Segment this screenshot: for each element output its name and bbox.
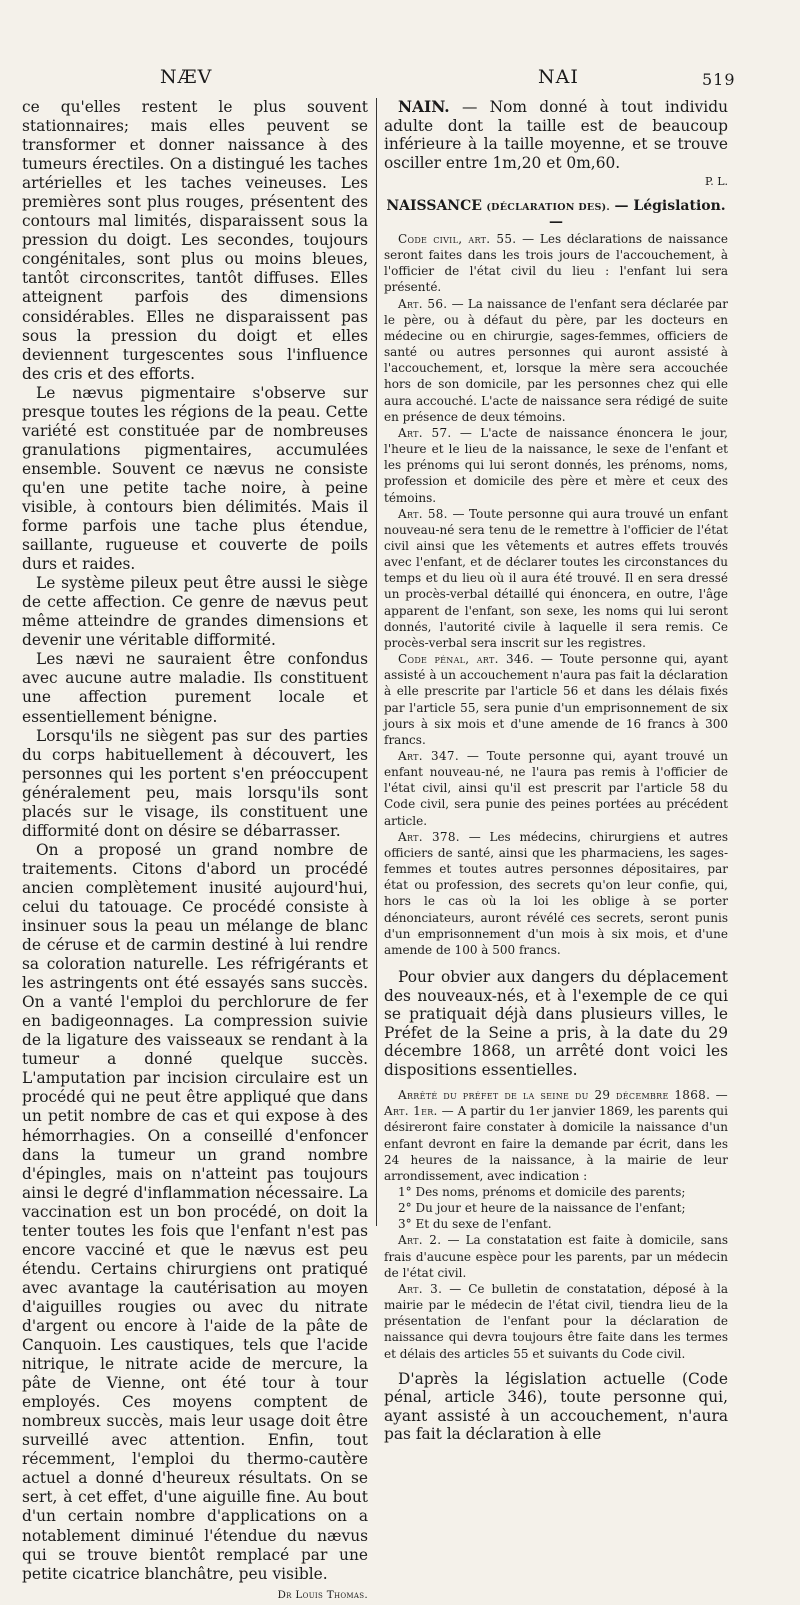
law-article (384, 231, 728, 296)
author-signature: Dr Louis Thomas. (277, 1588, 368, 1601)
article-ref: — Art. 1er. (384, 1088, 728, 1119)
article-text: — Les déclarations de naissance seront faites dans les trois jours de l'accouchement, à l'officier de l'état civil du lieu : l'enfant lui sera présenté. (384, 232, 728, 295)
headword-naissance: NAISSANCE (386, 198, 482, 214)
article-text: — Les médecins, chirurgiens et autres officiers de santé, ainsi que les pharmaciens, les sages-femmes et toutes autres personnes dépositaires, par état ou profession, des secrets qu'on leur confie, qui, hors le cas où la loi les oblige à se porter dénonciateurs, auront révélé ces secrets, seront punis d'un emprisonnement d'un mois à six mois, et d'une amende de 100 à 500 francs. (384, 829, 728, 957)
article-ref: Art. 347. (398, 749, 459, 763)
article-ref: Art. 58. (398, 506, 448, 521)
arrete-article (384, 1087, 728, 1184)
column-divider (376, 98, 377, 1226)
paragraph: ce qu'elles restent le plus souvent stationnaires; mais elles peuvent se transformer et donner naissance à des tumeurs érectiles. On a distingué les taches artérielles et les taches veineuses. Les premières sont plus rouges, présentent des contours mal limités, disparaissent sous la pression du doigt. Les secondes, toujours congénitales, sont plus ou moins bleues, tantôt circonscrites, tantôt diffuses. Elles atteignent parfois des dimensions considérables. Elles ne disparaissent pas sous la pression du doigt et elles deviennent turgescentes sous l'influence des cris et des efforts. (22, 98, 368, 383)
left-column (22, 98, 368, 1605)
paragraph: Le système pileux peut être aussi le siège de cette affection. Ce genre de nævus peut même atteindre de grandes dimensions et devenir une véritable difformité. (22, 574, 368, 650)
headword-nain: NAIN. (398, 98, 450, 116)
running-head-right: NAI (538, 66, 579, 88)
paragraph: Le nævus pigmentaire s'observe sur presque toutes les régions de la peau. Cette variété est constituée par de nombreuses granulations pigmentaires, accumulées ensemble. Souvent ce nævus ne consiste qu'en une petite tache noire, à peine visible, à contours bien délimités. Mais il forme parfois une tache plus étendue, saillante, rugueuse et couverte de poils durs et raides. (22, 383, 368, 574)
headword-subtitle: (DÉCLARATION DES). (486, 202, 611, 213)
article-ref: Art. 2. (398, 1233, 442, 1248)
paragraph: D'après la législation actuelle (Code pénal, article 346), toute personne qui, ayant assisté à un accouchement, n'aura pas fait la déclaration à elle (384, 1369, 728, 1444)
running-head-left: NÆV (160, 66, 213, 88)
article-text: — L'acte de naissance énoncera le jour, l'heure et le lieu de la naissance, le sexe de l'enfant et les prénoms qui lui seront donnés, les prénoms, noms, profession et domicile des père et mère et ceux des témoins. (384, 425, 728, 505)
list-item: 2° Du jour et heure de la naissance de l'enfant; (398, 1201, 686, 1216)
right-column (384, 98, 728, 1444)
list-item: 1° Des noms, prénoms et domicile des parents; (398, 1184, 686, 1199)
article-text: — Toute personne qui aura trouvé un enfant nouveau-né sera tenu de le remettre à l'officier de l'état civil ainsi que les vêtements et autres effets trouvés avec l'enfant, et de déclarer toutes les circonstances du temps et du lieu où il aura été trouvé. Il en sera dressé un procès-verbal détaillé qui énoncera, en outre, l'âge apparent de l'enfant, son sexe, les noms qui lui seront donnés, l'autorité civile à laquelle il sera remis. Ce procès-verbal sera inscrit sur les registres. (384, 506, 728, 650)
spacer (384, 1079, 728, 1087)
law-article (384, 296, 728, 425)
article-ref: Art. 378. (398, 829, 460, 844)
entry-nain (384, 98, 728, 172)
page-number: 519 (702, 70, 736, 89)
article-text: — Toute personne qui, ayant assisté à un accouchement n'aura pas fait la déclaration à elle prescrite par l'article 56 et dans les délais fixés par l'article 55, sera punie d'un emprisonnement de six jours à six mois et d'une amende de 16 francs à 300 francs. (384, 652, 728, 747)
law-article (384, 748, 728, 829)
arrete-article (384, 1281, 728, 1362)
paragraph: Lorsqu'ils ne siègent pas sur des parties du corps habituellement à découvert, les personnes qui les portent s'en préoccupent généralement peu, mais lorsqu'ils sont placés sur le visage, ils constituent une difformité dont on désire se débarrasser. (22, 726, 368, 840)
article-ref: Code pénal, art. 346. (398, 652, 534, 667)
article-text: — Ce bulletin de constatation, déposé à la mairie par le médecin de l'état civil, tiendra lieu de la présentation de l'enfant pour la déclaration de naissance qui devra toujours être faite dans les termes et délais des articles 55 et suivants du Code civil. (384, 1281, 728, 1361)
article-ref: Art. 57. (398, 425, 452, 440)
law-article (384, 829, 728, 958)
article-text: — A partir du 1er janvier 1869, les parents qui désireront faire constater à domicile la naissance d'un enfant devront en faire la demande par écrit, dans les 24 heures de la naissance, à la mairie de leur arrondissement, avec indication : (384, 1104, 728, 1183)
list-item: 3° Et du sexe de l'enfant. (398, 1217, 552, 1232)
article-ref: Code civil, art. 55. (398, 232, 517, 246)
section-title: — Législation. — (549, 198, 726, 230)
spacer (384, 1362, 728, 1370)
paragraph: Pour obvier aux dangers du déplacement des nouveaux-nés, et à l'exemple de ce qui se pratiquait déjà dans plusieurs villes, le Préfet de la Seine a pris, à la date du 29 décembre 1868, un arrêté dont voici les dispositions essentielles. (384, 968, 728, 1079)
arrete-ref: Arrêté du préfet de la seine du 29 décembre 1868. (398, 1088, 711, 1103)
article-text: — La constatation est faite à domicile, sans frais d'aucune espèce pour les parents, par un médecin de l'état civil. (384, 1233, 728, 1280)
entry-nain-text: — Nom donné à tout individu adulte dont la taille est de beaucoup inférieure à la taille moyenne, et se trouve osciller entre 1m,20 et 0m,60. (384, 98, 728, 172)
article-ref: Art. 3. (398, 1281, 443, 1296)
law-article (384, 651, 728, 748)
arrete-article (384, 1232, 728, 1280)
law-article (384, 506, 728, 651)
article-text: — Toute personne qui, ayant trouvé un enfant nouveau-né, ne l'aura pas remis à l'officier de l'état civil, ainsi qu'il est prescrit par l'article 58 du Code civil, sera punie des peines portées au précédent article. (384, 749, 728, 828)
paragraph: Les nævi ne sauraient être confondus avec aucune autre maladie. Ils constituent une affection purement locale et essentiellement bénigne. (22, 650, 368, 726)
spacer (384, 958, 728, 968)
law-article (384, 425, 728, 506)
paragraph: On a proposé un grand nombre de traitements. Citons d'abord un procédé ancien complètement inusité aujourd'hui, celui du tatouage. Ce procédé consiste à insinuer sous la peau un mélange de blanc de céruse et de carmin destiné à lui rendre sa coloration naturelle. Les réfrigérants et les astringents ont été essayés sans succès. On a vanté l'emploi du perchlorure de fer en badigeonnages. La compression suivie de la ligature des vaisseaux se rendant à la tumeur a donné quelque succès. L'amputation par incision circulaire est un procédé qui ne peut être appliqué que dans un petit nombre de cas et qui expose à des hémorrhagies. On a conseillé d'enfoncer dans la tumeur un grand nombre d'épingles, mais on n'atteint pas toujours ainsi le degré d'inflammation nécessaire. La vaccination est un bon procédé, on doit la tenter toutes les fois que l'enfant n'est pas encore vacciné et que le nævus est peu étendu. Certains chirurgiens ont pratiqué avec avantage la cautérisation au moyen d'aiguilles rougies ou avec du nitrate d'argent ou encore à l'aide de la pâte de Canquoin. Les caustiques, tels que l'acide nitrique, le nitrate acide de mercure, la pâte de Vienne, ont été tour à tour employés. Ces moyens comptent de nombreux succès, mais leur usage doit être surveillé avec attention. Enfin, tout récemment, l'emploi du thermo-cautère actuel a donné d'heureux résultats. On se sert, à cet effet, d'une aiguille fine. Au bout d'un certain nombre d'applications on a notablement diminué l'étendue du nævus qui se trouve bientôt remplacé par une petite cicatrice blanchâtre, peu visible. (22, 840, 368, 1583)
article-text: — La naissance de l'enfant sera déclarée par le père, ou à défaut du père, par les docteurs en médecine ou en chirurgie, sages-femmes, officiers de santé ou autres personnes qui auront assisté à l'accouchement, et, lorsque la mère sera accouchée hors de son domicile, par les personnes chez qui elle aura accouché. L'acte de naissance sera rédigé de suite en présence de deux témoins. (384, 296, 729, 424)
article-ref: Art. 56. (398, 296, 448, 311)
entry-heading-naissance (384, 198, 728, 230)
entry-author: P. L. (705, 175, 728, 188)
